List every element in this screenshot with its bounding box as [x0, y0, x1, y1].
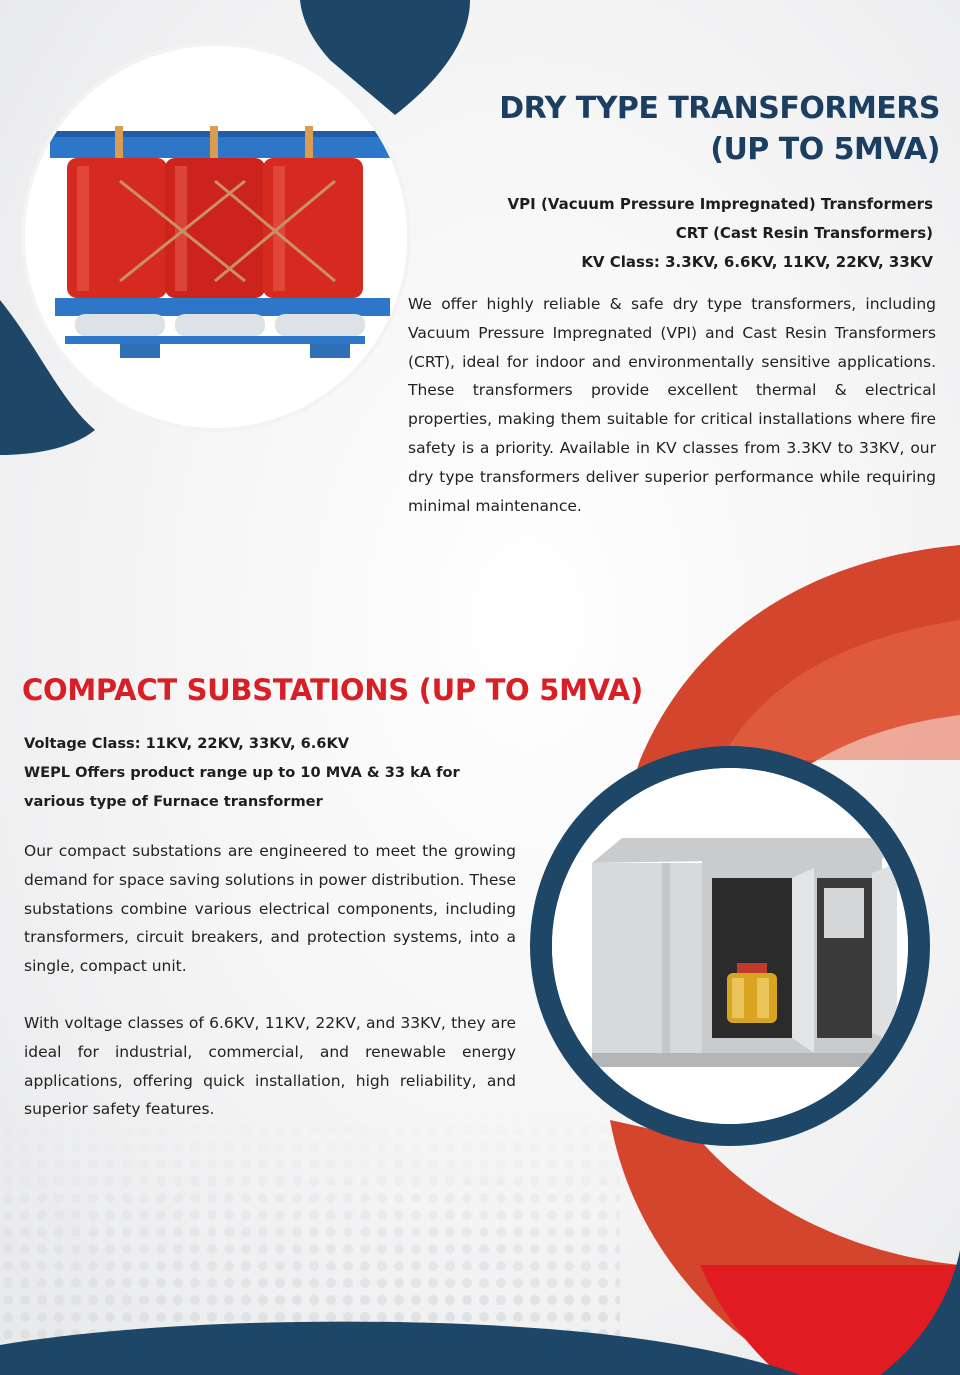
compact-sub-furnace: various type of Furnace transformer [24, 793, 323, 810]
dry-sub-kv: KV Class: 3.3KV, 6.6KV, 11KV, 22KV, 33KV [581, 253, 933, 271]
dry-title-line2: (UP TO 5MVA) [710, 132, 940, 167]
dry-sub-vpi: VPI (Vacuum Pressure Impregnated) Transformers [507, 195, 933, 213]
dry-transformer-image [25, 46, 407, 428]
compact-description-1: Our compact substations are engineered to meet the growing demand for space saving solutions in power distribution. These substations combine various electrical components, including transformers, circuit breakers, and protection systems, into a single, compact unit. [24, 842, 516, 976]
dry-sub-crt: CRT (Cast Resin Transformers) [675, 224, 933, 242]
dry-title-line1: DRY TYPE TRANSFORMERS [499, 91, 940, 126]
dry-subheadings [413, 190, 933, 277]
dry-description: We offer highly reliable & safe dry type transformers, including Vacuum Pressure Impregnated (VPI) and Cast Resin Transformers (CRT), ideal for indoor and environmentally sensitive applications. These transformers provide excellent thermal & electrical properties, making them suitable for critical installations where fire safety is a priority. Available in KV classes from 3.3KV to 33KV, our dry type transformers deliver superior performance while requiring minimal maintenance. [408, 295, 936, 515]
compact-section-title: COMPACT SUBSTATIONS (UP TO 5MVA) [22, 673, 643, 707]
compact-description-2: With voltage classes of 6.6KV, 11KV, 22KV, and 33KV, they are ideal for industrial, commercial, and renewable energy applications, offering quick installation, high reliability, and superior safety features. [24, 1014, 516, 1119]
compact-subheadings [24, 729, 494, 816]
compact-sub-voltage: Voltage Class: 11KV, 22KV, 33KV, 6.6KV [24, 735, 350, 752]
compact-sub-range: WEPL Offers product range up to 10 MVA & 33 kA for [24, 764, 460, 781]
compact-substation-image [530, 746, 930, 1146]
dry-section-title [380, 88, 940, 170]
